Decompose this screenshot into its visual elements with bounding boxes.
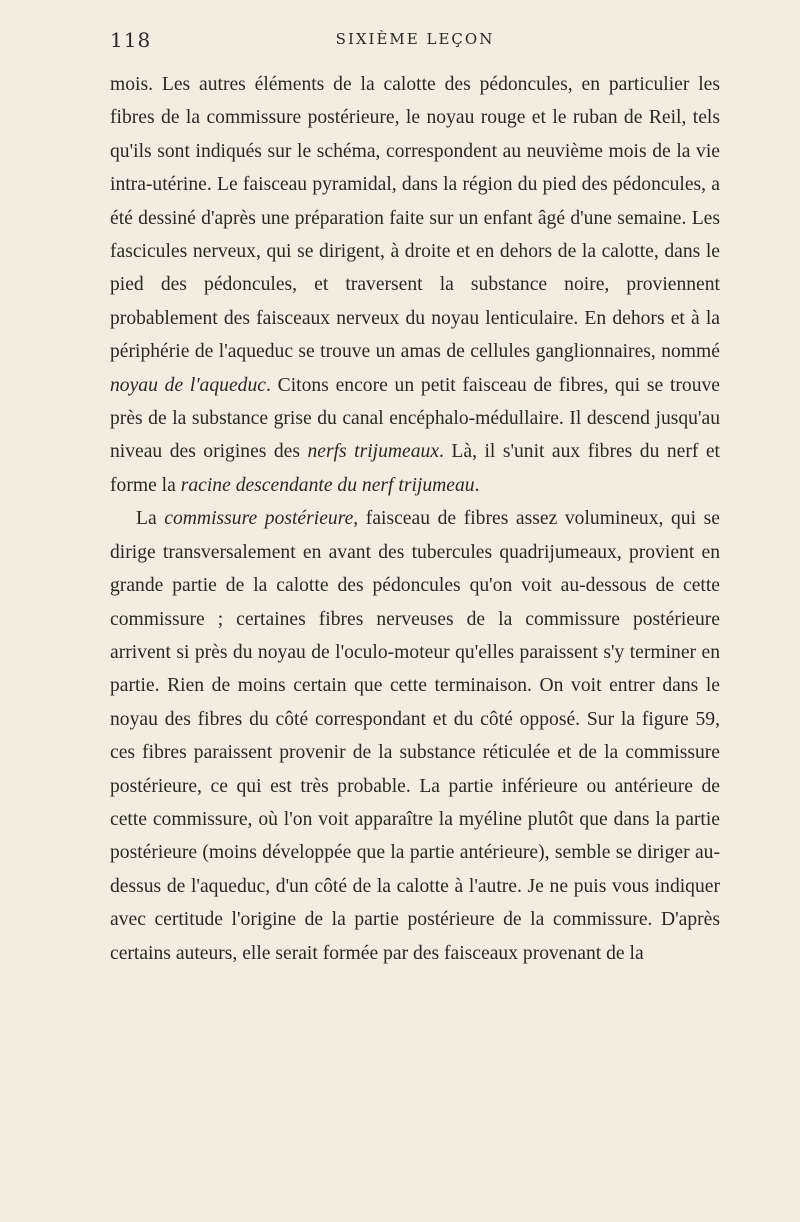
- italic-term-commissure-posterieure: commissure postérieure: [164, 508, 354, 530]
- italic-term-noyau-aqueduc: noyau de l'aqueduc: [110, 374, 266, 396]
- text-segment: La: [136, 508, 165, 530]
- text-segment: , faisceau de fibres assez volumineux, qui se dirige transversalement en avant des tubercules quadrijumeaux, provient en grande partie de la calotte des pédoncules qu'on voit au-dessous de cette commissure ; certaines fibres nerveuses de la commissure postérieure arrivent si près du noyau de l'oculo-moteur qu'elles paraissent s'y terminer en partie. Rien de moins certain que cette terminaison. On voit entrer dans le noyau des fibres du côté correspondant et du côté opposé. Sur la figure 59, ces fibres paraissent provenir de la substance réticulée et de la commissure postérieure, ce qui est très probable. La partie inférieure ou antérieure de cette commissure, où l'on voit apparaître la myéline plutôt que dans la partie postérieure (moins développée que la partie antérieure), semble se diriger au-dessus de l'aqueduc, d'un côté de la calotte à l'autre. Je ne puis vous indiquer avec certitude l'origine de la partie postérieure de la commissure. D'après certains auteurs, elle serait formée par des faisceaux provenant de la: [110, 508, 720, 964]
- italic-term-nerfs-trijumeaux: nerfs trijumeaux: [307, 441, 440, 463]
- running-title: SIXIÈME LEÇON: [335, 30, 495, 48]
- body-text: [110, 68, 720, 970]
- paragraph-1: [110, 68, 720, 502]
- text-segment: . Citons encore un petit faisceau de fibres, qui se trouve près de la substance grise du canal encéphalo-médullaire. Il descend jusqu'au niveau des origines des: [110, 374, 720, 463]
- text-segment: . Là, il s'unit aux fibres du nerf et forme la: [110, 441, 720, 496]
- text-segment: .: [474, 474, 480, 496]
- text-segment: mois. Les autres éléments de la calotte des pédoncules, en particulier les fibres de la commissure postérieure, le noyau rouge et le ruban de Reil, tels qu'ils sont indiqués sur le schéma, correspondent au neuvième mois de la vie intra-utérine. Le faisceau pyramidal, dans la région du pied des pédoncules, a été dessiné d'après une préparation faite sur un enfant âgé d'une semaine. Les fascicules nerveux, qui se dirigent, à droite et en dehors de la calotte, dans le pied des pédoncules, et traversent la substance noire, proviennent probablement des faisceaux nerveux du noyau lenticulaire. En dehors et à la périphérie de l'aqueduc se trouve un amas de cellules ganglionnaires, nommé: [110, 74, 720, 363]
- page-number: 118: [110, 28, 152, 52]
- paragraph-2: [110, 502, 720, 970]
- italic-term-racine-descendante: racine descendante du nerf trijumeau: [180, 474, 475, 496]
- running-head: [110, 28, 720, 58]
